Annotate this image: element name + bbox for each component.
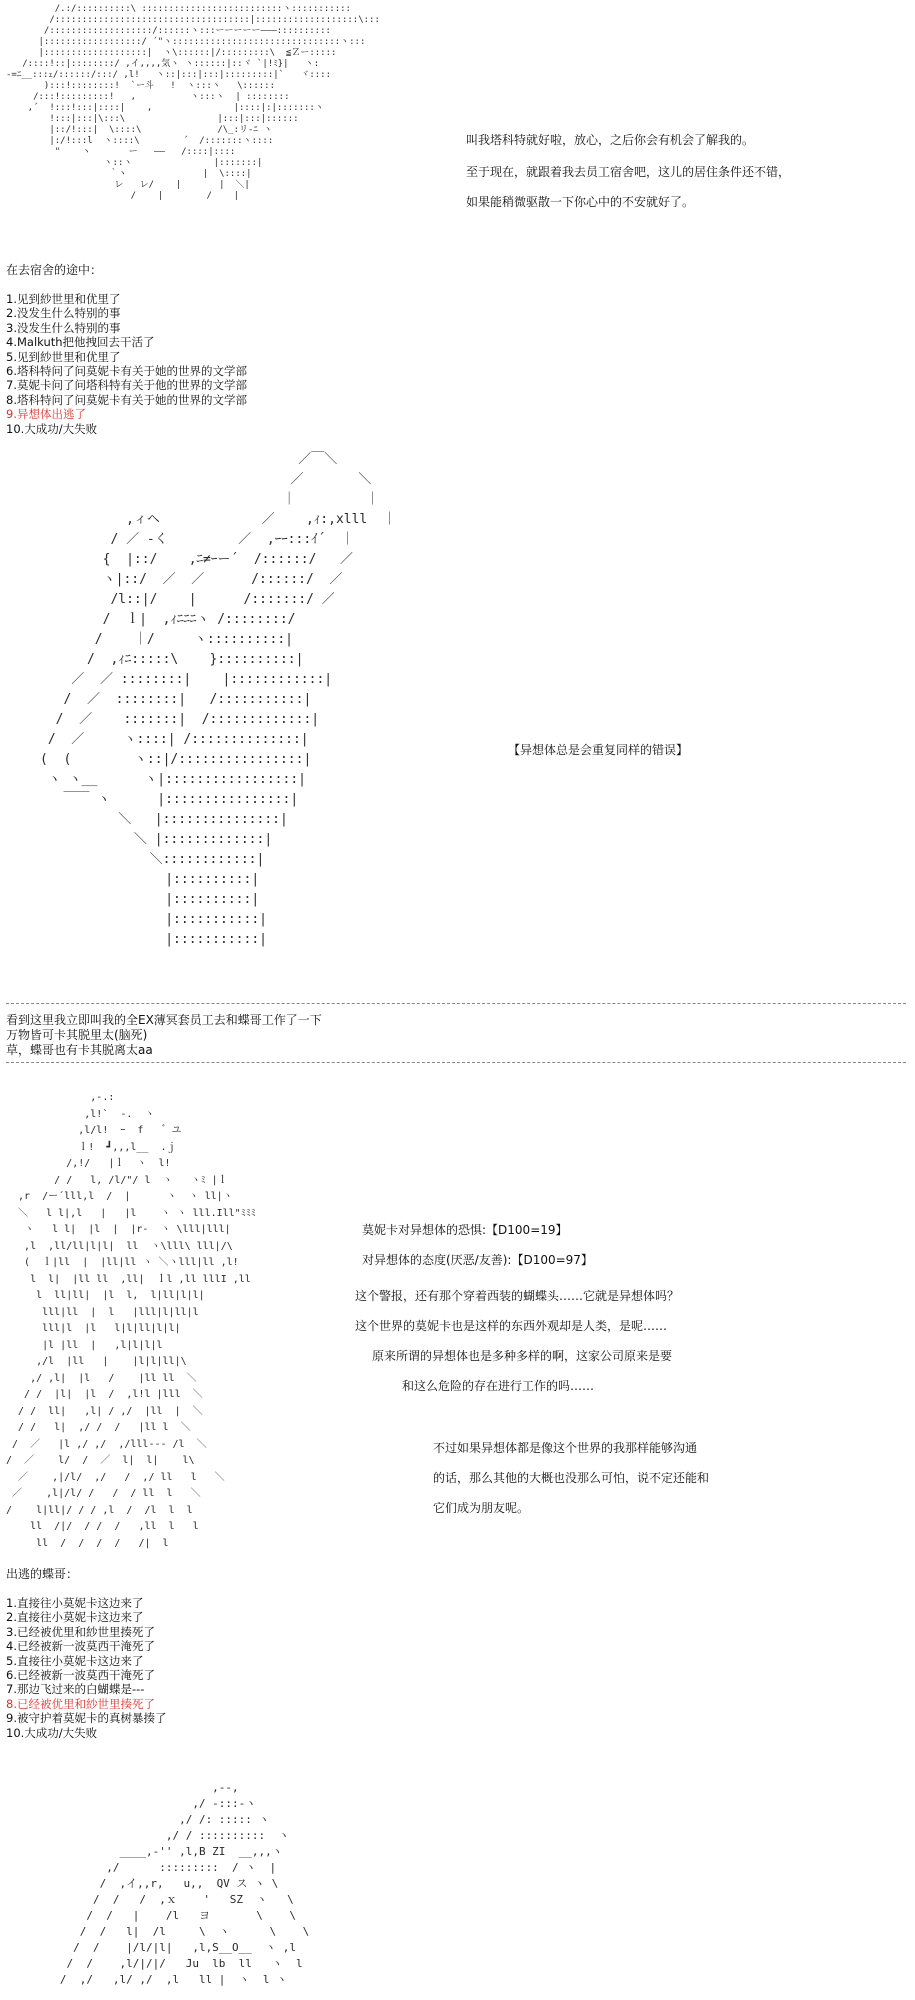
caption: 【异想体总是会重复同样的错误】: [508, 743, 689, 757]
dialogue-line: 至于现在，就跟着我去员工宿舍吧，这儿的居住条件还不错，: [466, 165, 791, 179]
divider: [6, 1003, 906, 1004]
note-line: 看到这里我立即叫我的全EX薄冥套员工去和蝶哥工作了一下: [6, 1013, 322, 1027]
author-notes: [6, 1013, 322, 1058]
section-title: 在去宿舍的途中：: [6, 263, 103, 277]
list-item: 3.已经被优里和紗世里揍死了: [6, 1624, 155, 1639]
note-line: 万物皆可卡其脱里太(脑死): [6, 1028, 148, 1042]
list-item: 4.已经被新一波莫西干淹死了: [6, 1639, 155, 1654]
list-item: 1.见到紗世里和优里了: [6, 292, 121, 306]
divider: [6, 1062, 906, 1063]
dialogue-line: 这个警报，还有那个穿着西装的蝴蝶头……它就是异想体吗？: [355, 1289, 680, 1303]
list-item: 5.见到紗世里和优里了: [6, 349, 121, 364]
list-item: 10.大成功/大失败: [6, 421, 98, 436]
list-item: 3.没发生什么特别的事: [6, 320, 121, 335]
list-item: 8.塔科特问了问莫妮卡有关于她的世界的文学部: [6, 392, 247, 407]
list-item-selected: 9.异想体出逃了: [6, 407, 86, 422]
list-item-selected: 8.已经被优里和紗世里揍死了: [6, 1696, 155, 1711]
list-item: 2.没发生什么特别的事: [6, 306, 121, 321]
ascii-art-abnormality: ／￣＼ ／ ＼ ｜ ｜ ,ィヘ ／ ,ｨ:,xlll ｜ / ／ -く ／ ,ｰｰ:::ｲ´ ｜ { |::/ ,ﾆ≠ｰー´ /::::::/ ／ ヽ|::/ ／ ／ /::::::/ ／ /l::|/ | /:::::::/ ／ / ｌ| ,ｨﾆﾆﾆヽ /::::::::/ / ｜/ ヽ::::::::::| / ,ｨﾆ:::::\ }::::::::::| ／ ／ ::::::::| |::::::::::::| / ／ ::::::::| /:::::::::::| / ／ :::::::| /:::::::::::::| / ／ ヽ::::| /::::::::::::::| ( ( ヽ::|/::::::::::::::::| ヽ ヽ__ ヽ|:::::::::::::::::| ￣￣ ヽ |::::::::::::::::| ＼ |:::::::::::::::| ＼ |:::::::::::::| ＼::::::::::::| |::::::::::| |::::::::::| |:::::::::::| |:::::::::::|: [40, 452, 396, 947]
dialogue-line: 叫我塔科特就好啦，放心，之后你会有机会了解我的。: [466, 133, 755, 147]
dialogue-line: 不过如果异想体都是像这个世界的我那样能够沟通: [433, 1441, 698, 1455]
choice-list: [6, 292, 247, 436]
list-item: 6.塔科特问了问莫妮卡有关于她的世界的文学部: [6, 364, 247, 379]
section-title: 出逃的蝶哥：: [6, 1567, 79, 1581]
list-item: 9.被守护着莫妮卡的真树暴揍了: [6, 1711, 167, 1726]
list-item: 10.大成功/大失败: [6, 1725, 98, 1740]
list-item: 5.直接往小莫妮卡这边来了: [6, 1653, 144, 1668]
ascii-art-butterfly: ,-.: ,l!` -. ヽ ,l/l! ｰ f ゛ユ ｌ! ┛,,,l__ .ｊ /,!/ |ｌ ヽ l! / / l, /l/"/ l ヽ ヽﾐ |ｌ ,r /ー´lll,l / | ヽ ヽ ll|ヽ ＼ l l|,l | |l ヽ ヽ lll.Ill"ﾐﾐﾐ ヽ l l| |l | |r- ヽ \lll|lll| ,l ,ll/ll|l|l| ll ヽ\lll\ lll|/\ ( ｌ|ll | |ll|ll ヽ ＼ヽlll|ll ,l! l l| |ll ll ,ll| ｌl ,ll lllI ,ll l ll|ll| |l l, l|ll|l|l| lll|ll | l |lll|l|ll|l lll|l |l l|l|ll|l|l| |l |ll | ,l|l|l|l ,/l |ll | |l|l|ll|\ ,/ ,l| |l / |ll ll ＼ / / |l| |l / ,l!l |lll ＼ / / ll| ,l| / ,/ |ll | ＼ / / l| ,/ / / |ll l ＼ / ／ |l ,/ ,/ ,/lll--- /l ＼ / ／ l/ / ／ l| l| l\ ／ ,|/l/ ,/ / ,/ ll l ＼ ／ ,l|/l/ / / / ll l ＼ / l|ll|/ / / ,l / /l l l ll /|/ / / / ,ll l l ll / / / / /| l: [6, 1092, 256, 1549]
note-line: 草，蝶哥也有卡其脱离太aa: [6, 1043, 153, 1057]
dialogue-line: 原来所谓的异想体也是多种多样的啊，这家公司原来是要: [372, 1349, 673, 1363]
list-item: 2.直接往小莫妮卡这边来了: [6, 1610, 144, 1625]
dice-roll: 莫妮卡对异想体的恐惧:【D100=19】: [362, 1223, 568, 1237]
list-item: 7.莫妮卡问了问塔科特有关于他的世界的文学部: [6, 378, 247, 393]
ascii-art-figure: ,--, ,/ -:::-ヽ ,/ /: ::::: ヽ ,/ / :::::::::: ヽ ____,-'' ,l,B ZI __,,,ヽ ,/ ::::::::: / ヽ | / ,イ,,r, u,, QV ス ヽ \ / / / ,ｘ ' SZ ヽ \ / / | /l ヨ \ \ / / l| /l \ ヽ \ \ / / |/l/|l| ,l,S__O__ ヽ ,l / / ,l/|/|/ Ju lb ll ヽ l / ,/ ,l/ ,/ ,l ll | ヽ l ヽ: [59, 1781, 310, 1986]
list-item: 6.已经被新一波莫西干淹死了: [6, 1668, 155, 1683]
dialogue-line: 如果能稍微驱散一下你心中的不安就好了。: [466, 195, 695, 209]
dice-roll: 对异想体的态度(厌恶/友善):【D100=97】: [362, 1253, 593, 1267]
dialogue-line: 这个世界的莫妮卡也是这样的东西外观却是人类，是呢……: [355, 1319, 668, 1333]
dialogue-line: 和这么危险的存在进行工作的吗……: [402, 1379, 595, 1393]
choice-list: [6, 1596, 166, 1740]
list-item: 1.直接往小莫妮卡这边来了: [6, 1596, 144, 1610]
list-item: 7.那边飞过来的白蝴蝶是---: [6, 1682, 145, 1697]
ascii-art-takete: /.:/::::::::::\ ::::::::::::::::::::::::::ヽ::::::::::: /::::::::::::::::::::::::::::::::::::|:::::::::::::::::::\::: /:::::::::::::::::::/::::::ヽ:::ーーーーー―――:::::::::: |::::::::::::::::::/ ´"ヽ:::::::::::::::::::::::::::::::ヽ::: |:::::::::::::::::::| ヽ\::::::|/:::::::::\ ≦Ｚー::::: /::::!::|::::::::/ ,イ,,,,気ヽ ヽ::::::|::ヾ `|!ﾐ}| ヽ: -=ﾆ__:::ｪ/::::::/:::/ ,l! ヽ::|:::|:::|:::::::::|` ヾ:::: ):::!::::::::! `ー斗 ! ヽ:::ヽ \:::::: /:::!:::::::::! , ヽ:::ヽ | :::::::: ,´ !:::!:::|::::| , |::::|:|:::::::ヽ !:::|:::|\:::\ |:::|:::|:::::: |::/!:::| \::::\ /\_:リ-ﾆ ヽ |:/!:::l ヽ::::\ ´ /:::::::ヽ:::: " ヽ ー ―― /::::|:::: ヽ::ヽ |:::::::| ｀ヽ | \::::| レ レ/ | | ＼| / | / |: [6, 4, 380, 201]
list-item: 4.Malkuth把他拽回去干活了: [6, 335, 155, 350]
dialogue-line: 的话，那么其他的大概也没那么可怕，说不定还能和: [433, 1471, 710, 1485]
dialogue-line: 它们成为朋友呢。: [433, 1501, 530, 1515]
